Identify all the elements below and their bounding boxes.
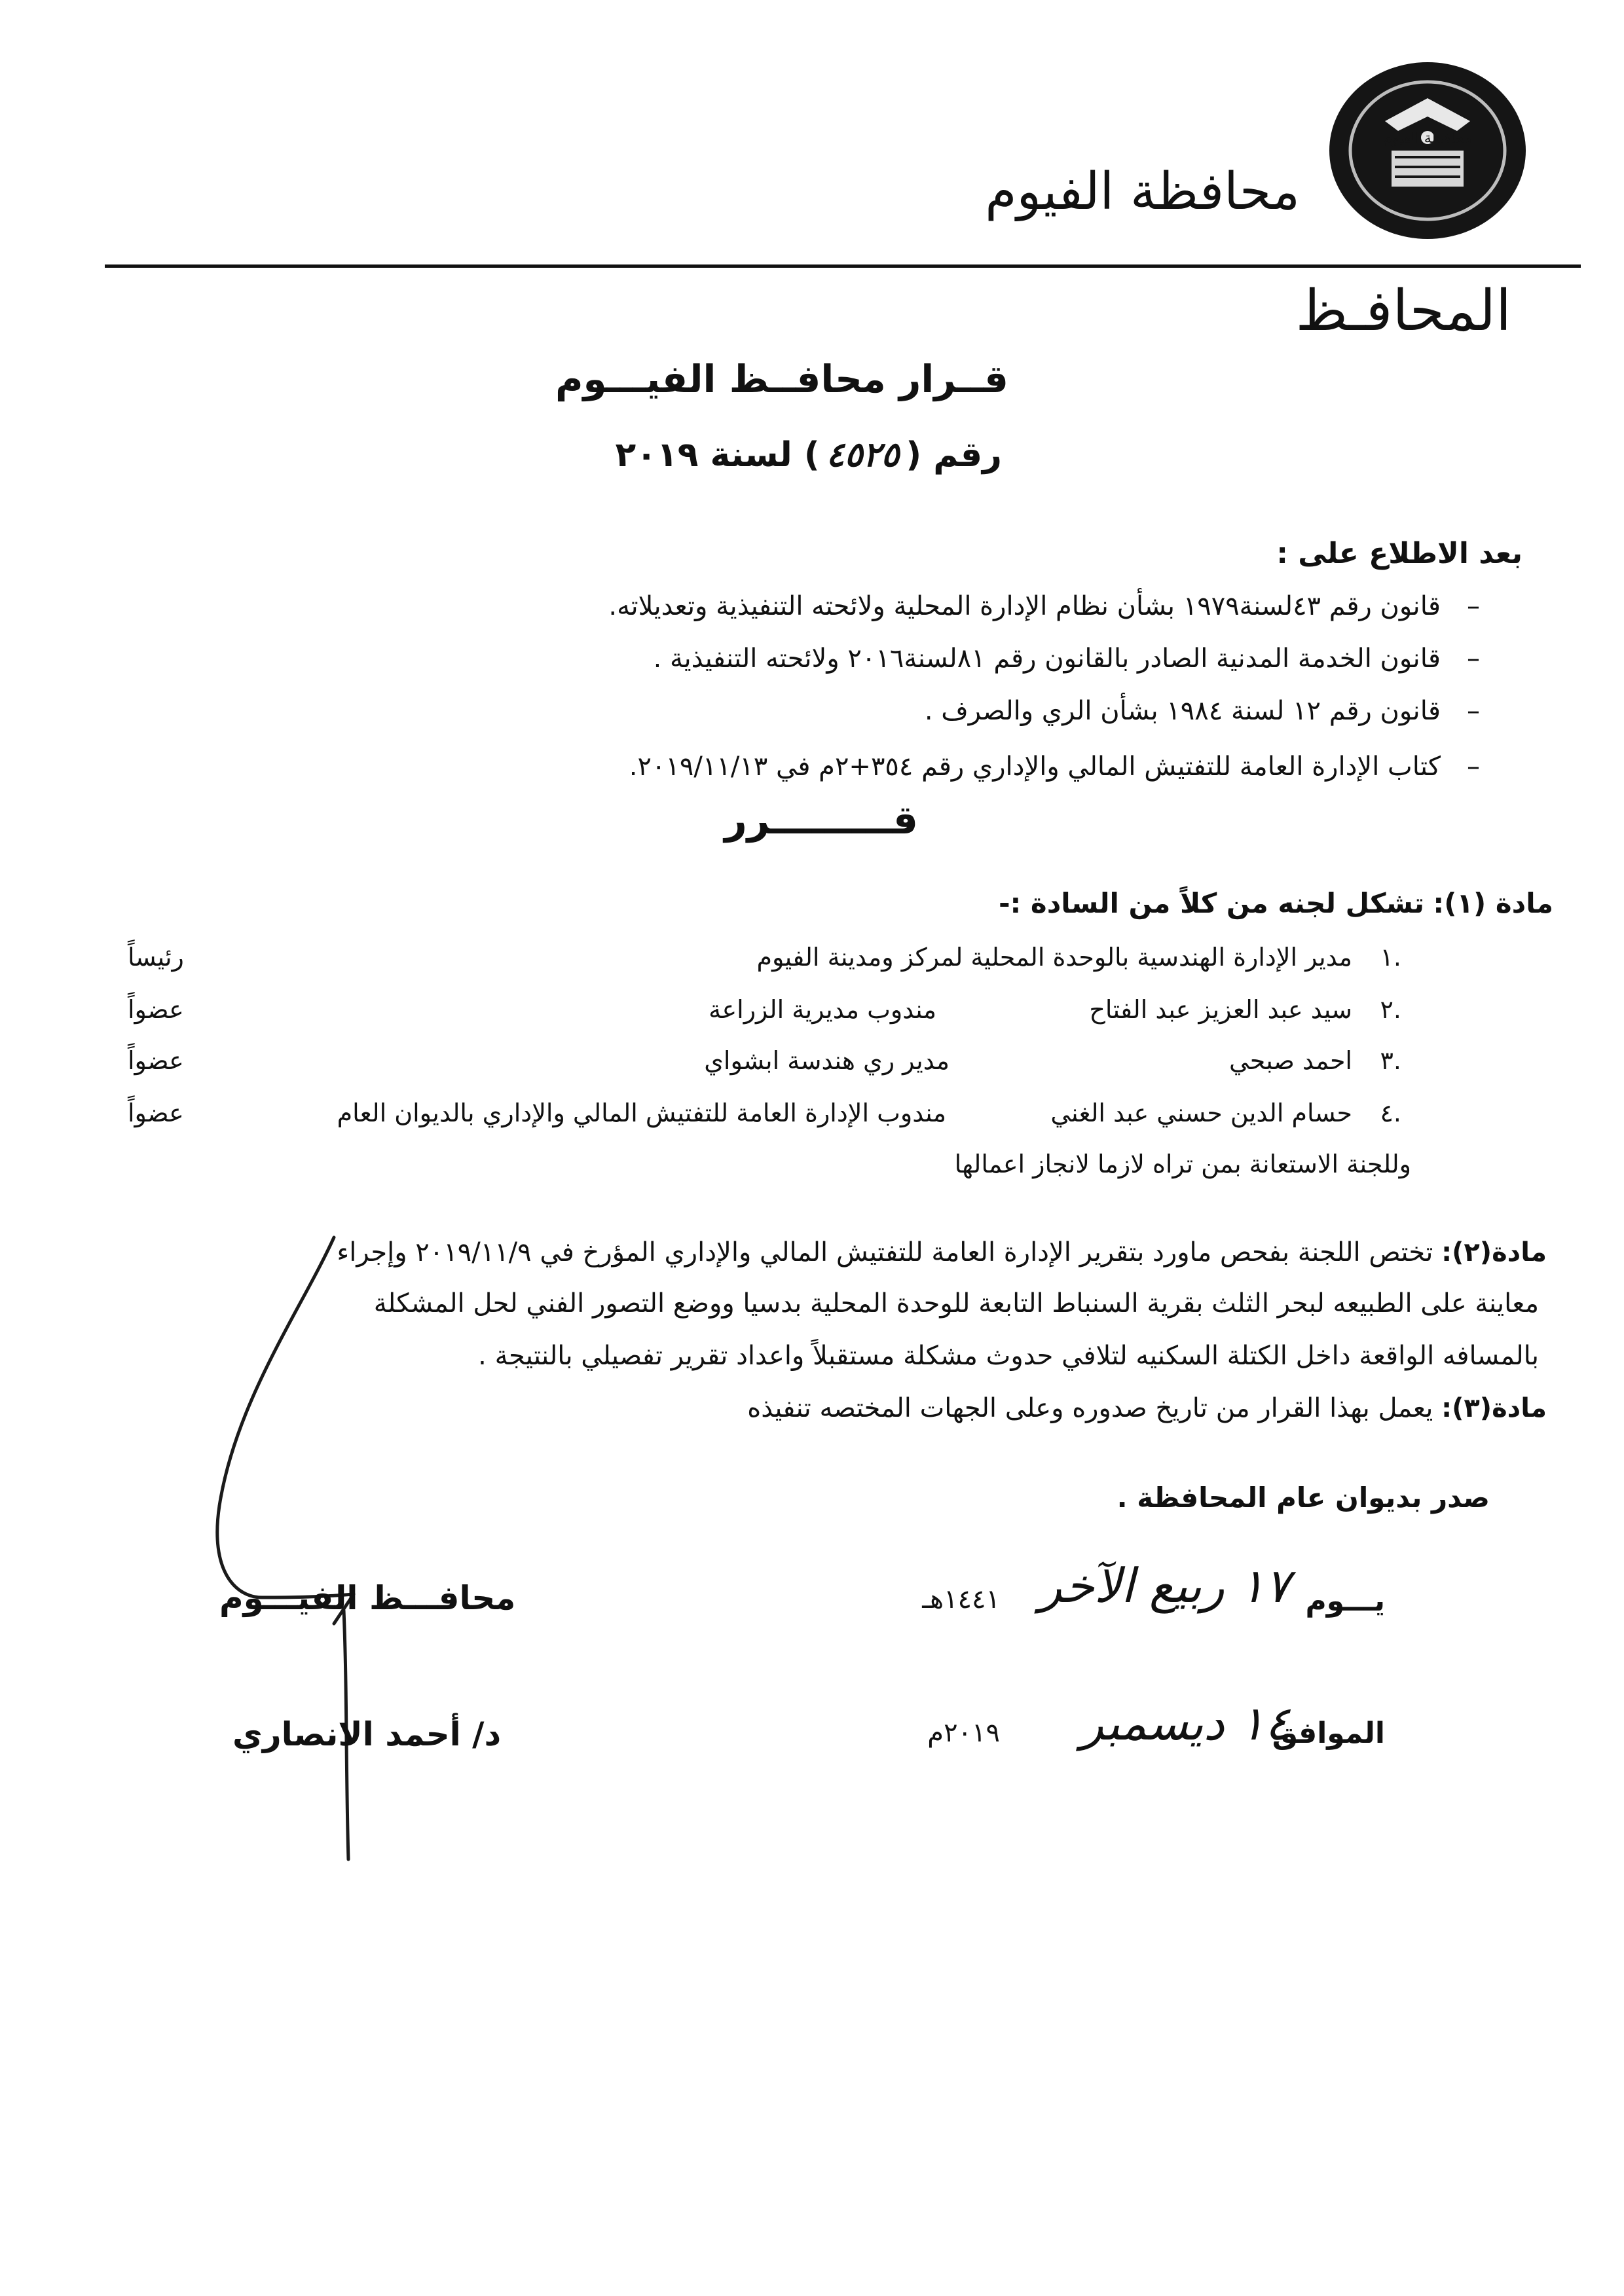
hijri-date-handwritten: ١٧ ربيع الآخر (1039, 1558, 1290, 1613)
member-description: مندوب الإدارة العامة للتفتيش المالي والإداري بالديوان العام (337, 1099, 946, 1127)
preamble-heading: بعد الاطلاع على : (1276, 537, 1522, 570)
article-1-text: تشكل لجنه من كلاً من السادة :- (999, 887, 1425, 919)
day-label: يـــوم (1305, 1584, 1385, 1618)
member-number: ٢. (1380, 995, 1401, 1024)
article-2-line: بالمسافه الواقعة داخل الكتلة السكنيه لتلافي حدوث مشكلة مستقبلاً واعداد تقرير تفصيلي بالنتيجة . (478, 1341, 1539, 1371)
member-role: عضواً (128, 995, 184, 1024)
member-name: احمد صبحي (1229, 1046, 1352, 1075)
decree-number-prefix: رقم ( (906, 435, 1002, 475)
gregorian-date-handwritten: ١٤ ديسمبر (1080, 1696, 1290, 1751)
header-divider (105, 264, 1581, 268)
article-2-line: مادة(٢): تختص اللجنة بفحص ماورد بتقرير الإدارة العامة للتفتيش المالي والإداري المؤرخ في ٢٠١٩/١١/٩ وإجراء (337, 1237, 1547, 1267)
preamble-item: –كتاب الإدارة العامة للتفتيش المالي والإداري رقم ٣٥٤+٢م في ٢٠١٩/١١/١٣. (629, 752, 1480, 782)
member-description: مندوب مديرية الزراعة (709, 995, 936, 1024)
member-role: عضواً (128, 1046, 184, 1075)
preamble-item: –قانون رقم ١٢ لسنة ١٩٨٤ بشأن الري والصرف . (924, 696, 1480, 726)
article-2-line: معاينة على الطبيعه لبحر الثلث بقرية السنباط التابعة للوحدة المحلية بدسيا ووضع التصور الفني لحل المشكلة (373, 1288, 1539, 1319)
member-description: مدير ري هندسة ابشواي (704, 1046, 950, 1075)
signatory-name: د/ أحمد الانصاري (232, 1715, 502, 1753)
corresponding-label: الموافق (1272, 1717, 1385, 1750)
decides-heading: قـــــــــرر (724, 797, 918, 843)
committee-note: وللجنة الاستعانة بمن تراه لازما لانجاز اعمالها (954, 1150, 1411, 1178)
article-3: مادة(٣): يعمل بهذا القرار من تاريخ صدوره وعلى الجهات المختصه تنفيذه (747, 1393, 1547, 1423)
member-role: رئيساً (128, 943, 184, 972)
decree-number (616, 435, 1003, 475)
member-role: عضواً (128, 1099, 184, 1127)
decree-number-handwritten: ٤٥٢٥ (826, 435, 900, 475)
issued-statement: صدر بديوان عام المحافظة . (1116, 1482, 1490, 1514)
gregorian-year: ٢٠١٩م (927, 1718, 1000, 1748)
preamble-item: –قانون رقم ٤٣لسنة١٩٧٩ بشأن نظام الإدارة المحلية ولائحته التنفيذية وتعديلاته. (608, 591, 1480, 621)
article-1-label: مادة (١): (1433, 887, 1553, 919)
decree-number-suffix: ) لسنة ٢٠١٩ (615, 435, 820, 475)
decree-title: قــرار محافــظ الفيـــوم (555, 357, 1008, 401)
governorate-seal (1323, 59, 1526, 242)
article-2-label: مادة(٢): (1441, 1237, 1547, 1267)
member-number: ١. (1380, 943, 1401, 972)
preamble-item: –قانون الخدمة المدنية الصادر بالقانون رقم ٨١لسنة٢٠١٦ ولائحته التنفيذية . (653, 644, 1480, 674)
handwritten-signature (196, 1231, 471, 1872)
member-name: حسام الدين حسني عبد الغني (1050, 1099, 1352, 1127)
office-title: المحافـظ (1295, 278, 1511, 344)
hijri-year: ١٤٤١هـ (922, 1584, 1000, 1614)
signatory-title: محافـــظ الفيـــوم (219, 1579, 516, 1617)
member-name: سيد عبد العزيز عبد الفتاح (1089, 995, 1352, 1024)
article-3-label: مادة(٣): (1441, 1393, 1547, 1423)
governorate-name: محافظة الفيوم (985, 162, 1300, 221)
member-number: ٣. (1380, 1046, 1401, 1075)
svg-text:محافظة الفيوم: محافظة الفيوم (1383, 130, 1472, 147)
member-number: ٤. (1380, 1099, 1401, 1127)
article-1 (999, 887, 1553, 919)
member-name: مدير الإدارة الهندسية بالوحدة المحلية لمركز ومدينة الفيوم (756, 943, 1352, 972)
